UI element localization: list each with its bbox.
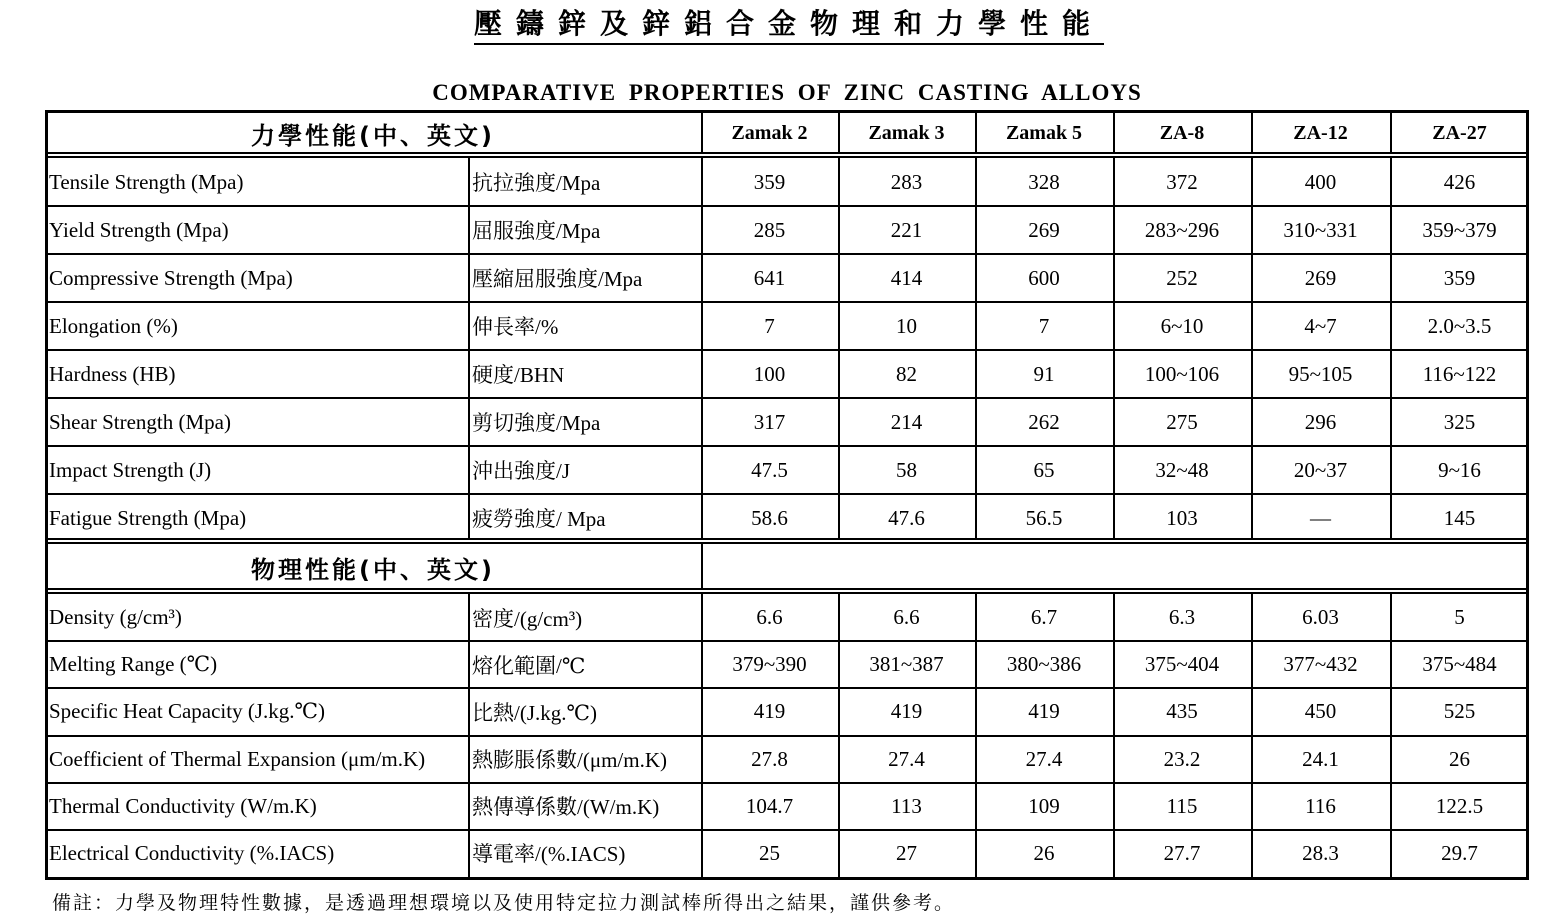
property-value: 6.3 [1168, 605, 1196, 630]
row-divider [45, 829, 1529, 831]
alloy-column-header: Zamak 2 [731, 121, 808, 144]
property-value: 419 [1028, 699, 1060, 724]
property-value: 103 [1166, 505, 1198, 530]
property-value: 275 [1166, 409, 1198, 434]
column-divider [701, 594, 703, 877]
property-value: 380~386 [1006, 652, 1082, 677]
property-value: 325 [1443, 409, 1476, 434]
property-value: 27 [896, 840, 917, 865]
property-value: 23.2 [1163, 746, 1201, 771]
row-divider [45, 253, 1529, 255]
column-divider [468, 594, 470, 877]
row-divider [45, 735, 1529, 737]
property-name-chinese: 抗拉強度/Mpa [472, 171, 601, 195]
property-value: 525 [1443, 699, 1476, 724]
property-value: 65 [1033, 457, 1055, 482]
property-value: 450 [1304, 699, 1337, 724]
property-value: 47.6 [888, 505, 925, 530]
property-name-english: Tensile Strength (Mpa) [49, 169, 244, 194]
property-name-chinese: 剪切強度/Mpa [472, 411, 601, 435]
alloy-column-header: ZA-27 [1432, 121, 1487, 144]
property-value: 104.7 [745, 793, 794, 818]
property-value: — [1310, 505, 1331, 530]
property-name-chinese: 熔化範圍/℃ [472, 653, 586, 678]
property-name-chinese: 疲勞強度/ Mpa [472, 507, 606, 531]
page-title-english: COMPARATIVE PROPERTIES OF ZINC CASTING ALLOYS [432, 80, 1142, 105]
property-value: 91 [1033, 361, 1055, 386]
property-name-chinese: 比熱/(J.kg.℃) [472, 700, 597, 725]
property-value: 317 [753, 409, 786, 434]
property-name-english: Thermal Conductivity (W/m.K) [49, 793, 317, 818]
column-divider [1251, 594, 1253, 877]
column-divider [701, 158, 703, 538]
property-value: 372 [1166, 169, 1198, 194]
property-value: 95~105 [1288, 361, 1353, 386]
column-divider [701, 544, 703, 588]
property-value: 641 [753, 265, 786, 290]
property-value: 25 [759, 840, 780, 865]
property-value: 29.7 [1441, 840, 1478, 865]
property-value: 100 [753, 361, 786, 386]
property-value: 26 [1033, 840, 1055, 865]
column-divider [1390, 158, 1392, 538]
property-name-chinese: 沖出強度/J [472, 459, 571, 483]
column-divider [1113, 112, 1115, 154]
property-value: 27.4 [1025, 746, 1063, 771]
row-divider [45, 397, 1529, 399]
footnote: 備註：力學及物理特性數據，是透過理想環境以及使用特定拉力測試棒所得出之結果，謹供參考。 [52, 892, 956, 914]
property-value: 214 [890, 409, 923, 434]
column-divider [975, 594, 977, 877]
column-divider [468, 158, 470, 538]
property-name-english: Coefficient of Thermal Expansion (μm/m.K) [49, 746, 426, 771]
property-name-english: Specific Heat Capacity (J.kg.℃) [49, 699, 325, 724]
property-value: 6.6 [893, 605, 920, 630]
property-value: 27.8 [751, 746, 788, 771]
column-divider [838, 112, 840, 154]
property-value: 122.5 [1435, 793, 1484, 818]
property-name-english: Hardness (HB) [49, 361, 176, 386]
property-value: 24.1 [1302, 746, 1339, 771]
property-name-chinese: 熱傳導係數/(W/m.K) [472, 795, 660, 820]
property-value: 419 [890, 699, 923, 724]
property-value: 113 [891, 793, 922, 818]
property-value: 47.5 [751, 457, 788, 482]
row-divider [45, 493, 1529, 495]
column-divider [701, 112, 703, 154]
property-name-english: Elongation (%) [49, 313, 178, 338]
column-divider [1113, 594, 1115, 877]
property-value: 7 [764, 313, 775, 338]
header-divider [45, 152, 1529, 154]
property-value: 359 [753, 169, 786, 194]
row-divider [45, 782, 1529, 784]
property-value: 419 [753, 699, 786, 724]
property-value: 58 [896, 457, 917, 482]
column-divider [838, 594, 840, 877]
property-value: 426 [1443, 169, 1476, 194]
section-divider [45, 538, 1529, 540]
alloy-column-header: ZA-12 [1293, 121, 1348, 144]
property-value: 27.4 [888, 746, 925, 771]
property-value: 414 [890, 265, 923, 290]
row-divider [45, 349, 1529, 351]
property-value: 262 [1028, 409, 1060, 434]
property-value: 82 [896, 361, 917, 386]
property-value: 359 [1443, 265, 1476, 290]
property-value: 32~48 [1155, 457, 1209, 482]
column-divider [838, 158, 840, 538]
property-name-english: Electrical Conductivity (%.IACS) [49, 840, 335, 865]
property-name-english: Density (g/cm³) [49, 605, 182, 630]
column-divider [975, 112, 977, 154]
section-divider [45, 588, 1529, 590]
alloy-column-header: Zamak 5 [1005, 121, 1083, 144]
property-name-chinese: 伸長率/% [472, 315, 559, 339]
property-value: 296 [1304, 409, 1337, 434]
property-value: 27.7 [1163, 840, 1201, 865]
property-value: 359~379 [1422, 217, 1497, 242]
column-divider [1390, 112, 1392, 154]
column-divider [1390, 594, 1392, 877]
property-value: 115 [1166, 793, 1198, 818]
column-divider [1113, 158, 1115, 538]
property-value: 145 [1443, 505, 1476, 530]
property-value: 6~10 [1160, 313, 1204, 338]
property-value: 56.5 [1025, 505, 1063, 530]
property-value: 5 [1454, 605, 1465, 630]
property-value: 435 [1166, 699, 1198, 724]
row-divider [45, 445, 1529, 447]
property-value: 100~106 [1144, 361, 1220, 386]
property-value: 2.0~3.5 [1427, 313, 1492, 338]
property-value: 285 [753, 217, 786, 242]
property-name-english: Compressive Strength (Mpa) [49, 265, 293, 290]
property-name-english: Shear Strength (Mpa) [49, 409, 231, 434]
property-name-chinese: 熱膨脹係數/(μm/m.K) [472, 748, 667, 773]
mechanical-section-header: 力學性能(中、英文) [251, 121, 495, 150]
property-value: 10 [896, 313, 917, 338]
property-value: 7 [1038, 313, 1050, 338]
property-name-chinese: 密度/(g/cm³) [472, 606, 583, 631]
property-value: 252 [1166, 265, 1198, 290]
property-value: 20~37 [1293, 457, 1348, 482]
property-value: 379~390 [732, 652, 807, 677]
property-name-english: Impact Strength (J) [49, 457, 212, 482]
property-value: 310~331 [1283, 217, 1358, 242]
row-divider [45, 687, 1529, 689]
column-divider [1251, 112, 1253, 154]
alloy-column-header: Zamak 3 [868, 121, 945, 144]
property-value: 6.03 [1302, 605, 1339, 630]
property-value: 28.3 [1302, 840, 1339, 865]
property-value: 377~432 [1283, 652, 1358, 677]
property-name-chinese: 壓縮屈服強度/Mpa [472, 267, 643, 291]
property-value: 116~122 [1422, 361, 1497, 386]
row-divider [45, 301, 1529, 303]
property-value: 283~296 [1144, 217, 1220, 242]
physical-section-header: 物理性能(中、英文) [251, 555, 495, 584]
property-value: 400 [1304, 169, 1337, 194]
page-title-chinese-text: 壓鑄鋅及鋅鋁合金物理和力學性能 [474, 2, 1104, 45]
property-value: 375~404 [1144, 652, 1220, 677]
property-value: 375~484 [1422, 652, 1497, 677]
property-name-chinese: 硬度/BHN [472, 363, 565, 387]
property-value: 269 [1304, 265, 1337, 290]
property-value: 600 [1028, 265, 1060, 290]
property-name-chinese: 導電率/(%.IACS) [472, 842, 626, 867]
property-value: 116 [1305, 793, 1336, 818]
page-title-chinese [0, 2, 1558, 45]
property-value: 9~16 [1438, 457, 1481, 482]
property-value: 381~387 [869, 652, 944, 677]
property-value: 283 [890, 169, 923, 194]
property-value: 109 [1028, 793, 1060, 818]
property-value: 26 [1449, 746, 1470, 771]
property-value: 328 [1028, 169, 1060, 194]
property-value: 269 [1028, 217, 1060, 242]
property-name-chinese: 屈服強度/Mpa [472, 219, 601, 243]
property-value: 6.7 [1030, 605, 1058, 630]
property-name-english: Fatigue Strength (Mpa) [49, 505, 247, 530]
column-divider [1251, 158, 1253, 538]
column-divider [975, 158, 977, 538]
property-value: 221 [890, 217, 923, 242]
property-value: 58.6 [751, 505, 788, 530]
property-name-english: Yield Strength (Mpa) [49, 217, 229, 242]
row-divider [45, 205, 1529, 207]
property-name-english: Melting Range (℃) [49, 652, 218, 677]
row-divider [45, 640, 1529, 642]
property-value: 6.6 [756, 605, 783, 630]
property-value: 4~7 [1304, 313, 1337, 338]
alloy-column-header: ZA-8 [1159, 121, 1205, 144]
